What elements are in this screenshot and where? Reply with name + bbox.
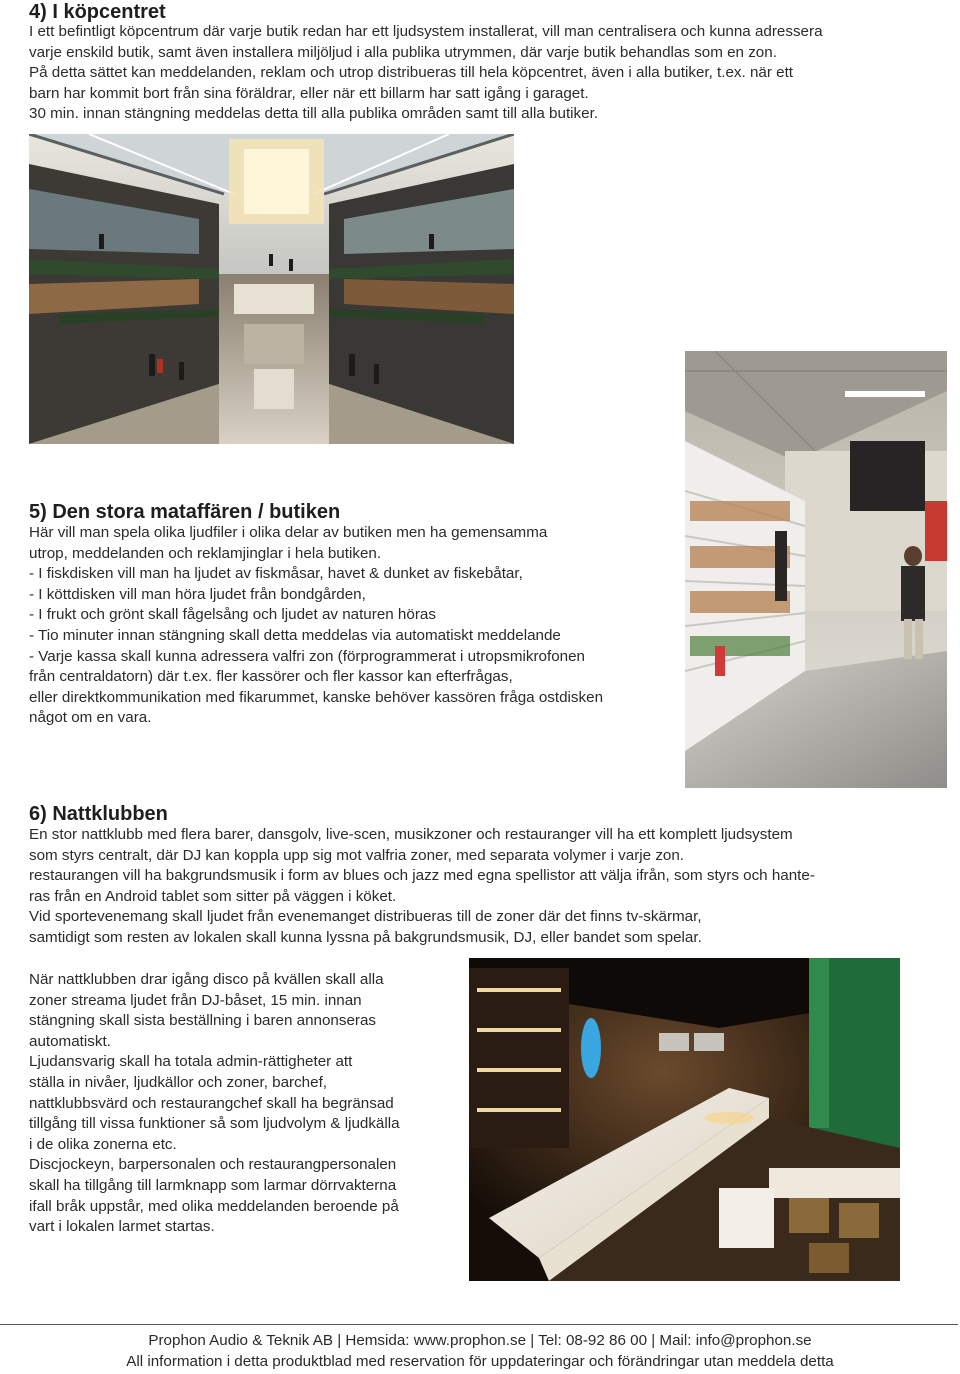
text-line: 30 min. innan stängning meddelas detta till alla publika områden samt till alla butiker. <box>29 105 599 123</box>
footer-divider <box>0 1324 958 1325</box>
footer-contact: Prophon Audio & Teknik AB | Hemsida: www.prophon.se | Tel: 08-92 86 00 | Mail: info@prophon.se <box>148 1332 812 1349</box>
text-line: - I frukt och grönt skall fågelsång och ljudet av naturen höras <box>29 606 436 624</box>
section4-body <box>29 22 823 125</box>
text-line: När nattklubben drar igång disco på kvällen skall alla <box>29 971 384 988</box>
text-line: På detta sättet kan meddelanden, reklam och utrop distribueras till hela köpcentret, även i alla butiker, t.ex. när ett <box>29 64 794 82</box>
section6-body <box>29 825 815 949</box>
text-line: Här vill man spela olika ljudfiler i olika delar av butiken men ha gemensamma <box>29 524 548 541</box>
text-line: - I fiskdisken vill man ha ljudet av fiskmåsar, havet & dunket av fiskebåtar, <box>29 565 523 583</box>
text-line: skall ha tillgång till larmknapp som larmar dörrvakterna <box>29 1176 397 1194</box>
text-line: stängning skall sista beställning i baren annonseras <box>29 1012 376 1030</box>
text-line: som styrs centralt, där DJ kan koppla upp sig mot valfria zoner, med separata volymer i varje zon. <box>29 846 685 864</box>
section6-heading: 6) Nattklubben <box>29 803 168 825</box>
text-line: eller direktkommunikation med fikarummet, kanske behöver kassören fråga ostdisken <box>29 688 604 706</box>
text-line: barn har kommit bort från sina föräldrar, eller när ett billarm har satt igång i garaget. <box>29 84 589 102</box>
section4-heading: 4) I köpcentret <box>29 1 166 23</box>
text-line: Discjockeyn, barpersonalen och restaurangpersonalen <box>29 1156 397 1174</box>
text-line: nattklubbsvärd och restaurangchef skall ha begränsad <box>29 1094 394 1112</box>
grocery-aisle-photo <box>685 351 947 788</box>
text-line: En stor nattklubb med flera barer, dansgolv, live-scen, musikzoner och restauranger vill ha ett komplett ljudsystem <box>29 826 793 843</box>
text-line: något om en vara. <box>29 709 152 727</box>
text-line: automatiskt. <box>29 1032 111 1050</box>
text-line: tillgång till vissa funktioner så som ljudvolym & ljudkälla <box>29 1115 400 1133</box>
text-line: restaurangen vill ha bakgrundsmusik i form av blues och jazz med egna spellistor att välja ifrån, som styrs och hante- <box>29 867 815 885</box>
text-line: i de olika zonerna etc. <box>29 1135 177 1153</box>
mall-atrium-photo <box>29 134 514 444</box>
text-line: - I köttdisken vill man höra ljudet från bondgården, <box>29 585 366 603</box>
section5-heading: 5) Den stora mataffären / butiken <box>29 501 341 523</box>
text-line: samtidigt som resten av lokalen skall kunna lyssna på bakgrundsmusik, DJ, eller bandet som spelar. <box>29 928 702 946</box>
text-line: Ljudansvarig skall ha totala admin-rättigheter att <box>29 1053 353 1071</box>
section5-body <box>29 523 603 729</box>
text-line: utrop, meddelanden och reklamjinglar i hela butiken. <box>29 544 382 562</box>
text-line: ifall bråk uppstår, med olika meddelanden beroende på <box>29 1197 399 1215</box>
text-line: varje enskild butik, samt även installera miljöljud i alla publika utrymmen, där varje butik behandlas som en zon. <box>29 43 777 61</box>
text-line: zoner streama ljudet från DJ-båset, 15 min. innan <box>29 991 362 1009</box>
text-line: - Varje kassa skall kunna adressera valfri zon (förprogrammerat i utropsmikrofonen <box>29 647 585 665</box>
text-line: Vid sportevenemang skall ljudet från evenemanget distribueras till de zoner där det finns tv-skärmar, <box>29 908 702 926</box>
section6-side-body <box>29 970 400 1238</box>
text-line: vart i lokalen larmet startas. <box>29 1218 215 1236</box>
footer-disclaimer: All information i detta produktblad med reservation för uppdateringar och förändringar utan meddela detta <box>126 1353 834 1370</box>
nightclub-photo <box>469 958 900 1281</box>
text-line: ställa in nivåer, ljudkällor och zoner, barchef, <box>29 1073 328 1091</box>
text-line: från centraldatorn) där t.ex. fler kassörer och fler kassor kan efterfrågas, <box>29 668 513 686</box>
text-line: ras från en Android tablet som sitter på väggen i köket. <box>29 887 397 905</box>
text-line: I ett befintligt köpcentrum där varje butik redan har ett ljudsystem installerat, vill man centralisera och kunna adressera <box>29 23 823 40</box>
text-line: - Tio minuter innan stängning skall detta meddelas via automatiskt meddelande <box>29 626 561 644</box>
